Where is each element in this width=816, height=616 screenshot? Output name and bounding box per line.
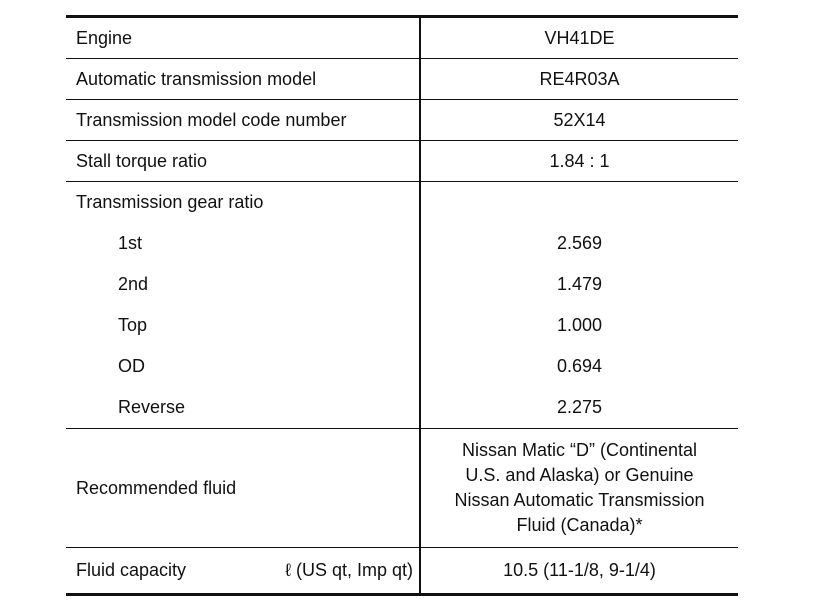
row-value: 1.84 : 1 [549,150,610,171]
capacity-label-cell [66,548,421,593]
capacity-unit: ℓ (US qt, Imp qt) [285,560,413,580]
bottom-rule [66,593,738,596]
gear-value-empty [421,182,738,223]
row-value: VH41DE [544,27,615,48]
gear-value-column [421,182,738,428]
fluid-value [421,429,738,547]
fluid-line: U.S. and Alaska) or Genuine [465,465,694,485]
table-row-model-code [66,100,738,141]
row-label: Fluid capacity [76,560,187,580]
row-value: 52X14 [553,109,606,130]
gear-value: 2.569 [556,233,603,253]
row-label: Recommended fluid [66,429,421,547]
table-row-transmission-model [66,59,738,100]
gear-name: Top [118,315,148,335]
gear-value: 1.000 [556,315,603,335]
gear-name: OD [118,356,145,376]
fluid-line: Nissan Automatic Transmission [454,490,705,510]
gear-ratio-heading: Transmission gear ratio [76,192,264,212]
table-row-fluid-capacity [66,548,738,593]
table-row-recommended-fluid [66,429,738,548]
gear-value: 0.694 [556,356,603,376]
fluid-line: Nissan Matic “D” (Continental [461,440,698,460]
row-value: 10.5 (11-1/8, 9-1/4) [503,560,656,580]
gear-value: 2.275 [556,397,603,417]
row-label: Stall torque ratio [66,141,421,181]
gear-value: 1.479 [556,274,603,294]
gear-name: Reverse [118,397,186,417]
gear-name: 2nd [118,274,149,294]
spec-table [66,15,738,596]
row-label: Transmission model code number [66,100,421,140]
table-row-gear-ratio [66,182,738,429]
row-label: Engine [66,18,421,58]
row-value: RE4R03A [539,68,620,89]
table-row-engine [66,18,738,59]
gear-name: 1st [118,233,143,253]
row-label: Automatic transmission model [66,59,421,99]
gear-label-column [66,182,421,428]
table-row-stall-torque [66,141,738,182]
fluid-line: Fluid (Canada)* [516,515,643,535]
